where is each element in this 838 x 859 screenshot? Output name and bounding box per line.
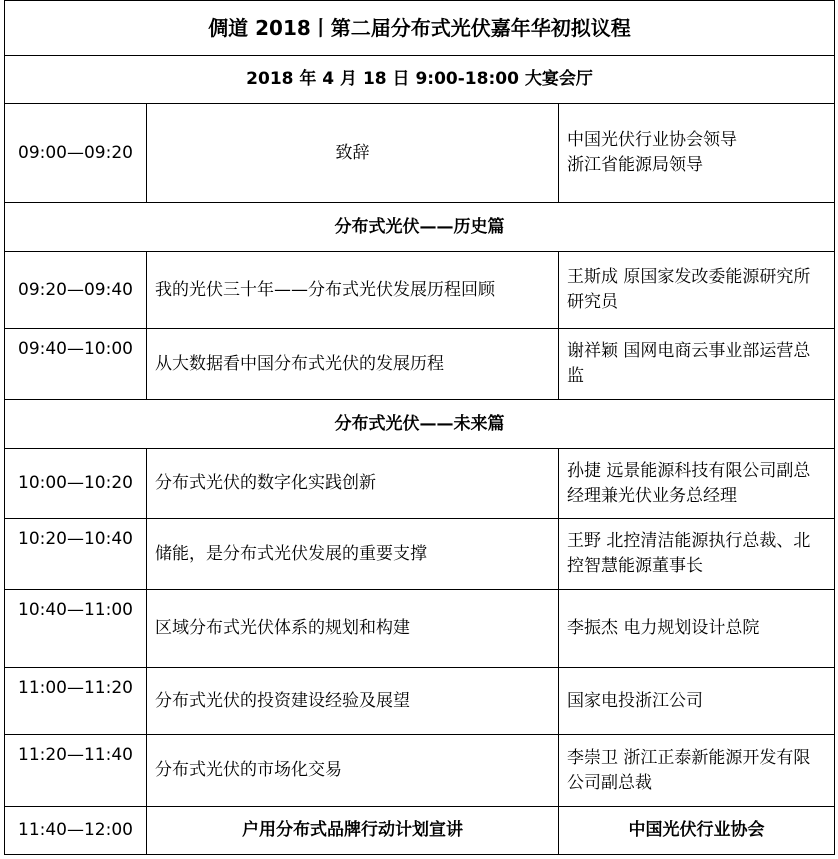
speaker-cell bbox=[559, 104, 835, 203]
date-venue-row bbox=[5, 56, 835, 104]
speaker-cell: 李振杰 电力规划设计总院 bbox=[559, 590, 835, 668]
agenda-title: 倜道 2018丨第二届分布式光伏嘉年华初拟议程 bbox=[5, 1, 835, 56]
session-topic: 我的光伏三十年——分布式光伏发展历程回顾 bbox=[147, 252, 559, 329]
time-slot: 11:20—11:40 bbox=[5, 735, 147, 807]
agenda-row bbox=[5, 252, 835, 329]
speaker-cell: 王斯成 原国家发改委能源研究所研究员 bbox=[559, 252, 835, 329]
agenda-row bbox=[5, 449, 835, 519]
title-row bbox=[5, 1, 835, 56]
agenda-row bbox=[5, 519, 835, 590]
section-heading: 分布式光伏——未来篇 bbox=[5, 400, 835, 449]
speaker-line: 中国光伏行业协会领导 bbox=[567, 130, 737, 150]
agenda-row bbox=[5, 590, 835, 668]
time-slot: 09:40—10:00 bbox=[5, 329, 147, 400]
session-topic: 分布式光伏的数字化实践创新 bbox=[147, 449, 559, 519]
speaker-cell: 中国光伏行业协会 bbox=[559, 807, 835, 855]
session-topic: 区域分布式光伏体系的规划和构建 bbox=[147, 590, 559, 668]
section-row bbox=[5, 400, 835, 449]
speaker-cell: 李崇卫 浙江正泰新能源开发有限公司副总裁 bbox=[559, 735, 835, 807]
agenda-table bbox=[4, 0, 835, 855]
time-slot: 11:00—11:20 bbox=[5, 668, 147, 735]
time-slot: 10:00—10:20 bbox=[5, 449, 147, 519]
agenda-row bbox=[5, 668, 835, 735]
speaker-line: 浙江省能源局领导 bbox=[567, 155, 703, 175]
session-topic: 分布式光伏的投资建设经验及展望 bbox=[147, 668, 559, 735]
speaker-cell: 谢祥颖 国网电商云事业部运营总监 bbox=[559, 329, 835, 400]
section-row bbox=[5, 203, 835, 252]
agenda-row bbox=[5, 735, 835, 807]
section-heading: 分布式光伏——历史篇 bbox=[5, 203, 835, 252]
speaker-cell: 国家电投浙江公司 bbox=[559, 668, 835, 735]
agenda-row bbox=[5, 104, 835, 203]
speaker-cell: 王野 北控清洁能源执行总裁、北控智慧能源董事长 bbox=[559, 519, 835, 590]
session-topic: 储能，是分布式光伏发展的重要支撑 bbox=[147, 519, 559, 590]
speaker-cell: 孙捷 远景能源科技有限公司副总经理兼光伏业务总经理 bbox=[559, 449, 835, 519]
time-slot: 10:20—10:40 bbox=[5, 519, 147, 590]
date-venue: 2018 年 4 月 18 日 9:00-18:00 大宴会厅 bbox=[5, 56, 835, 104]
agenda-row bbox=[5, 329, 835, 400]
time-slot: 10:40—11:00 bbox=[5, 590, 147, 668]
time-slot: 09:20—09:40 bbox=[5, 252, 147, 329]
session-topic: 分布式光伏的市场化交易 bbox=[147, 735, 559, 807]
time-slot: 09:00—09:20 bbox=[5, 104, 147, 203]
session-topic: 户用分布式品牌行动计划宣讲 bbox=[147, 807, 559, 855]
session-topic: 致辞 bbox=[147, 104, 559, 203]
agenda-row bbox=[5, 807, 835, 855]
time-slot: 11:40—12:00 bbox=[5, 807, 147, 855]
session-topic: 从大数据看中国分布式光伏的发展历程 bbox=[147, 329, 559, 400]
